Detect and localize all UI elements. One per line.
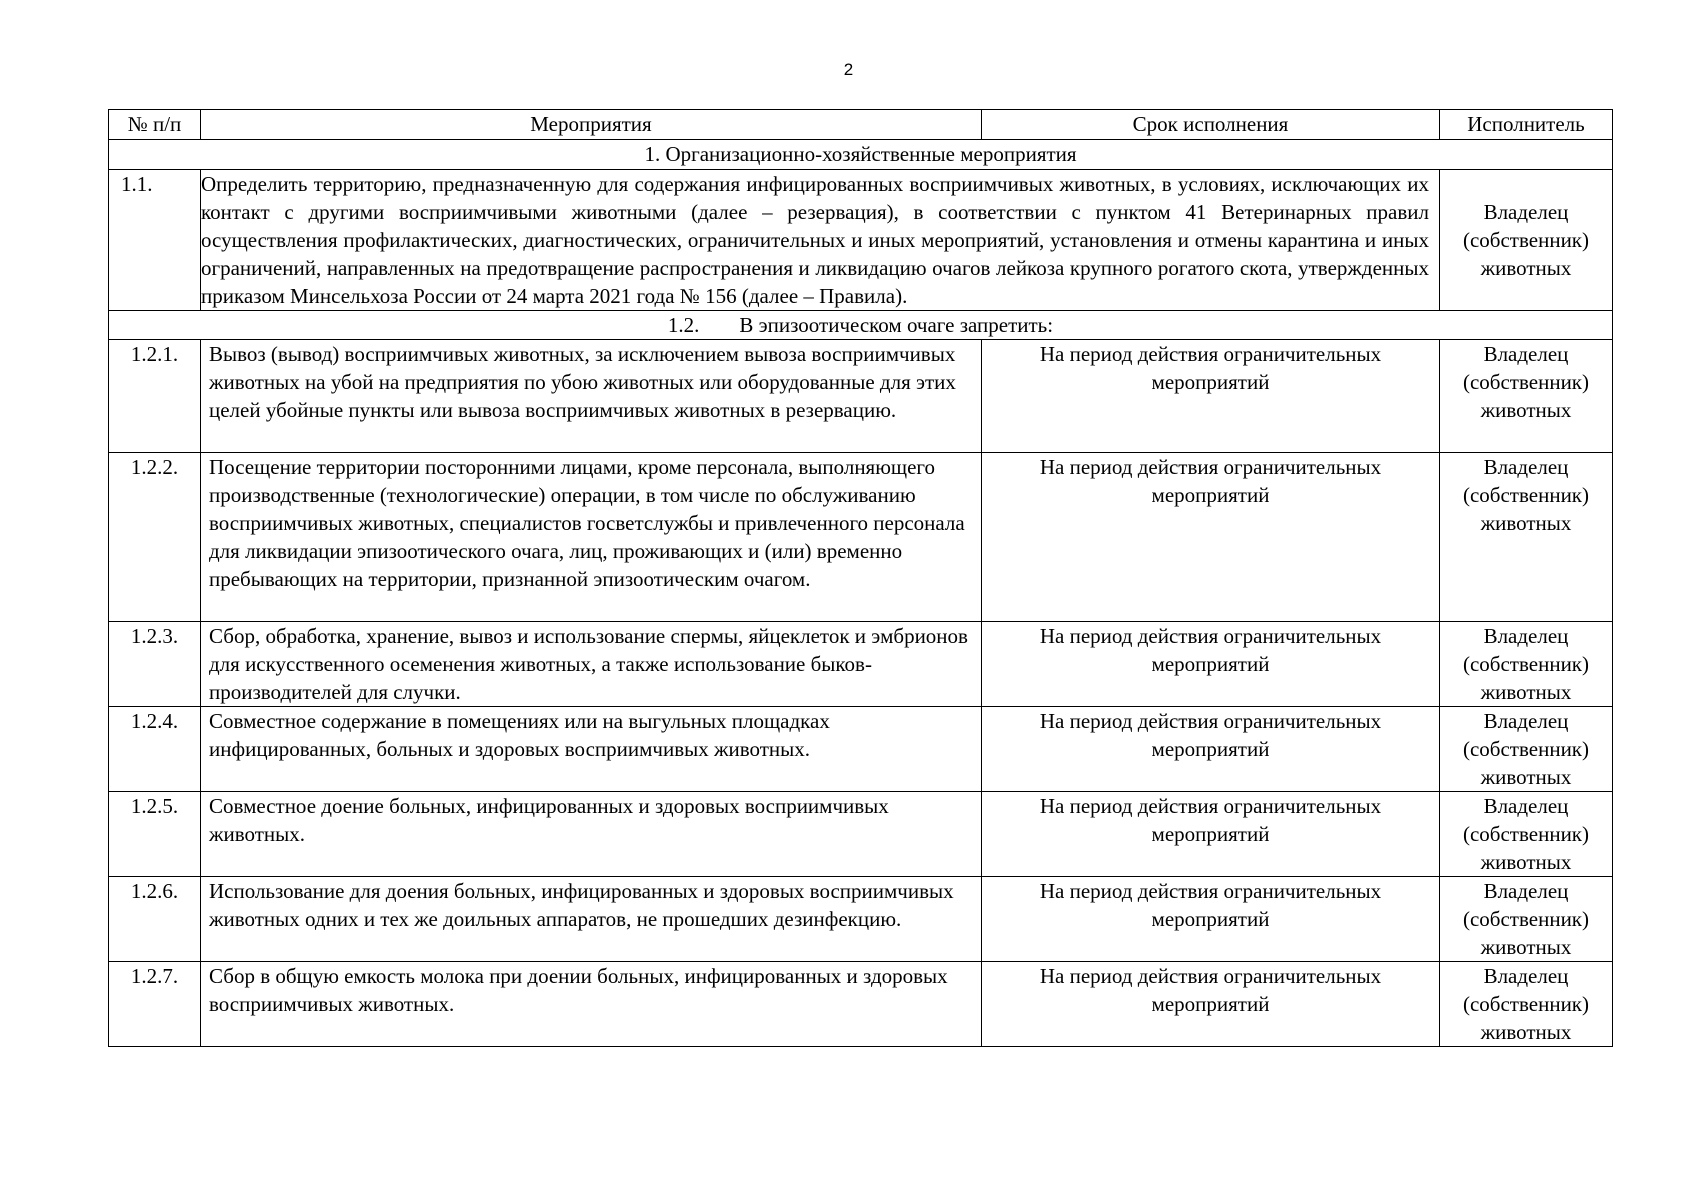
row-executor: Владелец (собственник) животных [1440, 792, 1613, 877]
row-activity: Сбор, обработка, хранение, вывоз и использование спермы, яйцеклеток и эмбрионов для искусственного осеменения животных, а также использование быков-производителей для случки. [201, 622, 982, 707]
subheading-number: 1.2. [667, 313, 700, 337]
row-number: 1.1. [109, 170, 201, 311]
row-executor: Владелец (собственник) животных [1440, 170, 1613, 311]
table-row [109, 170, 1613, 311]
row-executor: Владелец (собственник) животных [1440, 453, 1613, 622]
row-activity: Определить территорию, предназначенную для содержания инфицированных восприимчивых животных, в условиях, исключающих их контакт с другими восприимчивыми животными (далее – резервация), в соответствии с пунктом 41 Ветеринарных правил осуществления профилактических, диагностических, ограничительных и иных мероприятий, установления и отмены карантина и иных ограничений, направленных на предотвращение распространения и ликвидацию очагов лейкоза крупного рогатого скота, утвержденных приказом Минсельхоза России от 24 марта 2021 года № 156 (далее – Правила). [201, 170, 1440, 311]
row-term: На период действия ограничительных мероприятий [982, 340, 1440, 453]
row-term: На период действия ограничительных мероприятий [982, 707, 1440, 792]
header-executor: Исполнитель [1440, 110, 1613, 140]
section-row [109, 140, 1613, 170]
header-number: № п/п [109, 110, 201, 140]
row-activity: Совместное доение больных, инфицированных и здоровых восприимчивых животных. [201, 792, 982, 877]
row-activity: Вывоз (вывод) восприимчивых животных, за исключением вывоза восприимчивых животных на убой на предприятия по убою животных или оборудованные для этих целей убойные пункты или вывоза восприимчивых животных в резервацию. [201, 340, 982, 453]
table-row [109, 877, 1613, 962]
row-executor: Владелец (собственник) животных [1440, 340, 1613, 453]
table-row [109, 340, 1613, 453]
row-term: На период действия ограничительных мероприятий [982, 622, 1440, 707]
row-term: На период действия ограничительных мероприятий [982, 962, 1440, 1047]
row-activity: Сбор в общую емкость молока при доении больных, инфицированных и здоровых восприимчивых животных. [201, 962, 982, 1047]
subheading [109, 311, 1613, 340]
row-executor: Владелец (собственник) животных [1440, 962, 1613, 1047]
table-header-row [109, 110, 1613, 140]
row-term: На период действия ограничительных мероприятий [982, 792, 1440, 877]
row-number: 1.2.2. [109, 453, 201, 622]
row-number: 1.2.4. [109, 707, 201, 792]
row-activity: Использование для доения больных, инфицированных и здоровых восприимчивых животных одних и тех же доильных аппаратов, не прошедших дезинфекцию. [201, 877, 982, 962]
measures-table [108, 109, 1613, 1047]
table-row [109, 707, 1613, 792]
table-row [109, 962, 1613, 1047]
section-title: 1. Организационно-хозяйственные мероприятия [109, 140, 1613, 170]
row-executor: Владелец (собственник) животных [1440, 622, 1613, 707]
table-row [109, 453, 1613, 622]
row-number: 1.2.5. [109, 792, 201, 877]
header-activities: Мероприятия [201, 110, 982, 140]
row-number: 1.2.3. [109, 622, 201, 707]
page-number: 2 [843, 60, 854, 79]
row-number: 1.2.6. [109, 877, 201, 962]
row-term: На период действия ограничительных мероприятий [982, 877, 1440, 962]
subheading-text: В эпизоотическом очаге запретить: [739, 313, 1054, 337]
row-activity: Посещение территории посторонними лицами, кроме персонала, выполняющего производственные (технологические) операции, в том числе по обслуживанию восприимчивых животных, специалистов госветслужбы и привлеченного персонала для ликвидации эпизоотического очага, лиц, проживающих и (или) временно пребывающих на территории, признанной эпизоотическим очагом. [201, 453, 982, 622]
header-term: Срок исполнения [982, 110, 1440, 140]
row-term: На период действия ограничительных мероприятий [982, 453, 1440, 622]
table-row [109, 792, 1613, 877]
row-number: 1.2.7. [109, 962, 201, 1047]
row-number: 1.2.1. [109, 340, 201, 453]
table-row [109, 622, 1613, 707]
subheading-row [109, 311, 1613, 340]
row-activity: Совместное содержание в помещениях или на выгульных площадках инфицированных, больных и здоровых восприимчивых животных. [201, 707, 982, 792]
row-executor: Владелец (собственник) животных [1440, 707, 1613, 792]
row-executor: Владелец (собственник) животных [1440, 877, 1613, 962]
